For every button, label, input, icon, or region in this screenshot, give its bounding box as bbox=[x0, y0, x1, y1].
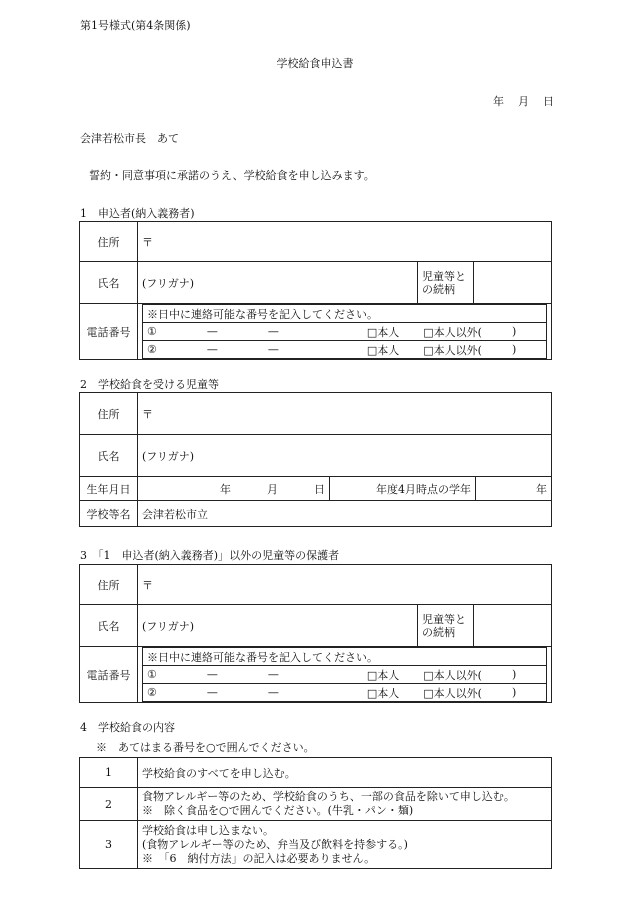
s2-school-label: 学校等名 bbox=[80, 501, 138, 527]
self-checkbox[interactable]: □本人 bbox=[366, 686, 400, 700]
self-checkbox[interactable]: □本人 bbox=[366, 668, 400, 682]
self-checkbox[interactable]: □本人 bbox=[366, 343, 400, 357]
postal-mark: 〒 bbox=[142, 578, 153, 592]
date-month: 月 bbox=[518, 95, 529, 108]
s1-name-label: 氏名 bbox=[80, 262, 138, 304]
section4-note: ※ あてはまる番号を○で囲んでください。 bbox=[96, 741, 315, 754]
s3-phone-label: 電話番号 bbox=[80, 647, 138, 703]
furigana-label: (フリガナ) bbox=[142, 619, 195, 633]
section4-table bbox=[79, 757, 552, 869]
option-number-3[interactable]: 3 bbox=[80, 821, 138, 869]
s2-address-field[interactable] bbox=[138, 393, 552, 435]
section1-table bbox=[79, 221, 552, 360]
section2-heading: 2 学校給食を受ける児童等 bbox=[80, 378, 219, 391]
s3-address-field[interactable] bbox=[138, 565, 552, 605]
s3-phone-block bbox=[138, 647, 552, 703]
s3-name-label: 氏名 bbox=[80, 605, 138, 647]
s3-relation-label: 児童等と の続柄 bbox=[418, 605, 474, 647]
other-checkbox[interactable]: □本人以外( bbox=[423, 343, 482, 357]
section4-heading: 4 学校給食の内容 bbox=[80, 721, 175, 734]
s3-relation-field[interactable] bbox=[474, 605, 552, 647]
postal-mark: 〒 bbox=[142, 235, 153, 249]
s2-grade-label: 年度4月時点の学年 bbox=[330, 477, 476, 501]
s1-name-field[interactable] bbox=[138, 262, 418, 304]
furigana-label: (フリガナ) bbox=[142, 276, 195, 290]
s2-birth-label: 生年月日 bbox=[80, 477, 138, 501]
s3-phone-note: ※日中に連絡可能な番号を記入してください。 bbox=[143, 648, 547, 666]
section2-table bbox=[79, 392, 552, 527]
self-checkbox[interactable]: □本人 bbox=[366, 325, 400, 339]
addressee: 会津若松市長 あて bbox=[80, 132, 179, 145]
s2-name-field[interactable] bbox=[138, 435, 552, 477]
s3-phone-row-1[interactable]: ① — — □本人 □本人以外( ) bbox=[143, 666, 547, 684]
s2-birth-field[interactable]: 年 月 日 bbox=[138, 477, 330, 501]
postal-mark: 〒 bbox=[142, 407, 153, 421]
furigana-label: (フリガナ) bbox=[142, 449, 195, 463]
date-line bbox=[493, 93, 554, 109]
s2-address-label: 住所 bbox=[80, 393, 138, 435]
s2-school-field[interactable]: 会津若松市立 bbox=[138, 501, 552, 527]
s1-phone-note: ※日中に連絡可能な番号を記入してください。 bbox=[143, 305, 547, 323]
page-title: 学校給食申込書 bbox=[276, 57, 354, 70]
s3-name-field[interactable] bbox=[138, 605, 418, 647]
option-number-2[interactable]: 2 bbox=[80, 788, 138, 821]
s1-phone-label: 電話番号 bbox=[80, 304, 138, 360]
s2-grade-field[interactable]: 年 bbox=[476, 477, 552, 501]
other-checkbox[interactable]: □本人以外( bbox=[423, 686, 482, 700]
date-day: 日 bbox=[543, 95, 554, 108]
section3-heading: 3 「1 申込者(納入義務者)」以外の児童等の保護者 bbox=[80, 549, 340, 562]
s1-phone-row-1[interactable]: ① — — □本人 □本人以外( ) bbox=[143, 323, 547, 341]
s1-address-label: 住所 bbox=[80, 222, 138, 262]
date-year: 年 bbox=[493, 95, 504, 108]
s3-phone-row-2[interactable]: ② — — □本人 □本人以外( ) bbox=[143, 684, 547, 702]
form-number: 第1号様式(第4条関係) bbox=[80, 19, 191, 32]
s1-relation-field[interactable] bbox=[474, 262, 552, 304]
s1-address-field[interactable] bbox=[138, 222, 552, 262]
intro-text: 誓約・同意事項に承諾のうえ、学校給食を申し込みます。 bbox=[89, 169, 375, 182]
option-text-1: 学校給食のすべてを申し込む。 bbox=[138, 758, 552, 788]
section3-table bbox=[79, 564, 552, 703]
s1-relation-label: 児童等と の続柄 bbox=[418, 262, 474, 304]
s1-phone-row-2[interactable]: ② — — □本人 □本人以外( ) bbox=[143, 341, 547, 359]
option-number-1[interactable]: 1 bbox=[80, 758, 138, 788]
option-text-2: 食物アレルギー等のため、学校給食のうち、一部の食品を除いて申し込む。 ※ 除く食品を○で囲んでください。(牛乳・パン・麺) bbox=[138, 788, 552, 821]
other-checkbox[interactable]: □本人以外( bbox=[423, 668, 482, 682]
other-checkbox[interactable]: □本人以外( bbox=[423, 325, 482, 339]
s3-address-label: 住所 bbox=[80, 565, 138, 605]
s2-name-label: 氏名 bbox=[80, 435, 138, 477]
s1-phone-block bbox=[138, 304, 552, 360]
option-text-3: 学校給食は申し込まない。 (食物アレルギー等のため、弁当及び飲料を持参する。) ※ 「6 納付方法」の記入は必要ありません。 bbox=[138, 821, 552, 869]
section1-heading: 1 申込者(納入義務者) bbox=[80, 207, 195, 220]
